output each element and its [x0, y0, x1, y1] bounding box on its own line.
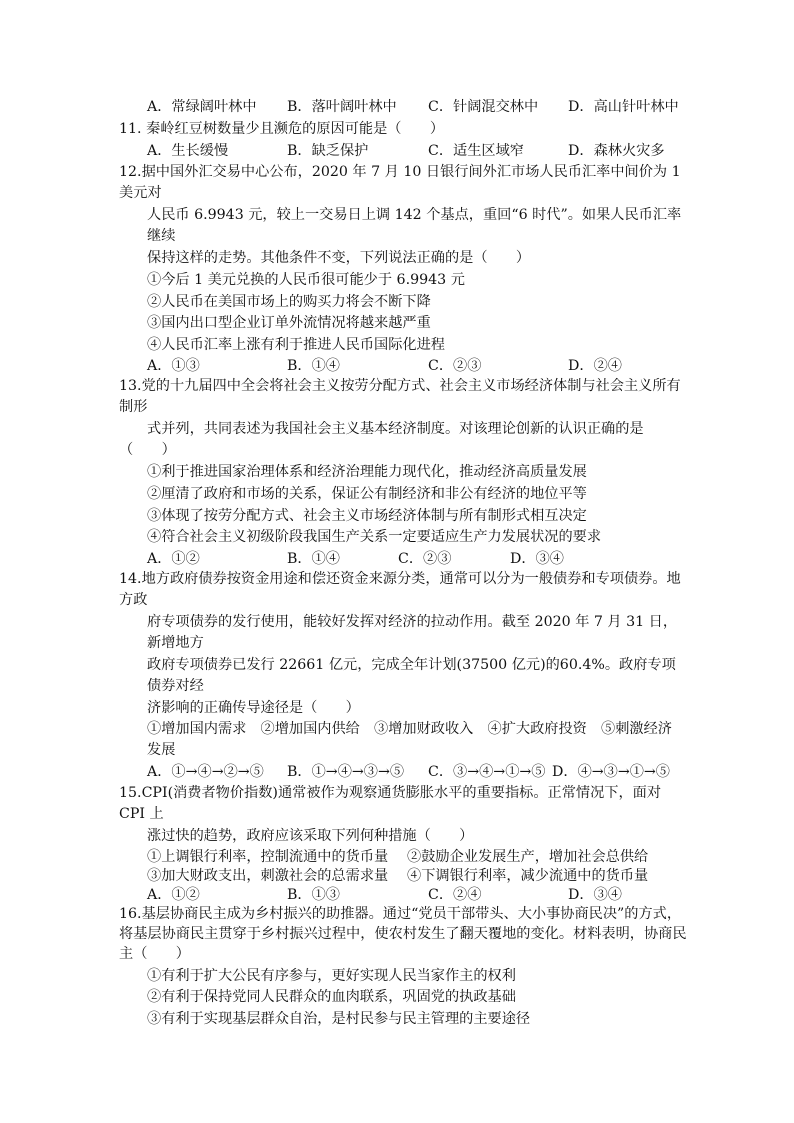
- question-stem-line-2: 涨过快的趋势，政府应该采取下列何种措施（ ）: [147, 828, 474, 844]
- option-d: D．④→③→①→⑤: [552, 764, 670, 780]
- question-stem-line-3: （ ）: [119, 442, 176, 458]
- question-stem-line-3: 政府专项债券已发行 22661 亿元，完成全年计划(37500 亿元)的60.4%。政府专项债券对经: [147, 657, 676, 694]
- statement-2: ②厘清了政府和市场的关系，保证公有制经济和非公有经济的地位平等: [147, 486, 587, 502]
- question-stem-line-2: 将基层协商民主贯穿于乡村振兴过程中，使农村发生了翻天覆地的变化。材料表明，协商民: [119, 926, 687, 942]
- option-d: D．②④: [568, 358, 622, 374]
- question-stem-line-2: 人民币 6.9943 元，较上一交易日上调 142 个基点，重回“6 时代”。如果人民币汇率继续: [147, 207, 682, 244]
- option-a: A．①②: [147, 551, 200, 567]
- option-a: A．生长缓慢: [147, 143, 229, 159]
- statement-4: ④符合社会主义初级阶段我国生产关系一定要适应生产力发展状况的要求: [147, 529, 602, 545]
- option-a: A．①③: [147, 358, 200, 374]
- option-c: C．②③: [428, 358, 482, 374]
- option-c: C．③→④→①→⑤: [428, 764, 546, 780]
- question-stem-line-3: 主（ ）: [119, 946, 190, 962]
- question-stem-line-4: 济影响的正确传导途径是（ ）: [147, 700, 360, 716]
- option-d: D．高山针叶林中: [568, 99, 679, 115]
- statement-2: ②有利于保持党同人民群众的血肉联系，巩固党的执政基础: [147, 989, 516, 1005]
- statement-3: ③体现了按劳分配方式、社会主义市场经济体制与所有制形式相互决定: [147, 508, 587, 524]
- statement-1: ①利于推进国家治理体系和经济治理能力现代化，推动经济高质量发展: [147, 464, 587, 480]
- statement-4: ④人民币汇率上涨有利于推进人民币国际化进程: [147, 337, 445, 353]
- statement-3: ③有利于实现基层群众自治，是村民参与民主管理的主要途径: [147, 1011, 531, 1027]
- option-c: C．适生区域窄: [428, 143, 524, 159]
- question-stem: 11. 秦岭红豆树数量少且濒危的原因可能是（ ）: [119, 121, 445, 137]
- option-a: A．①②: [147, 887, 200, 903]
- option-d: D．森林火灾多: [568, 143, 665, 159]
- option-d: D．③④: [510, 551, 564, 567]
- statement-3: ③加大财政支出，刺激社会的总需求量: [147, 868, 389, 884]
- statement-1: ①有利于扩大公民有序参与，更好实现人民当家作主的权利: [147, 968, 516, 984]
- option-c: C．②③: [398, 551, 452, 567]
- question-stem-line-1: 12.据中国外汇交易中心公布，2020 年 7 月 10 日银行间外汇市场人民币汇率中间价为 1 美元对: [119, 164, 681, 201]
- question-stem-line-2: 府专项债券的发行使用，能较好发挥对经济的拉动作用。截至 2020 年 7 月 31 日，新增地方: [147, 614, 678, 651]
- option-c: C．针阔混交林中: [428, 99, 539, 115]
- option-b: B．①④: [287, 358, 340, 374]
- option-c: C．②④: [428, 887, 482, 903]
- option-b: B．①③: [287, 887, 340, 903]
- statement-1: ①上调银行利率，控制流通中的货币量: [147, 849, 389, 865]
- question-stem-line-1: 15.CPI(消费者物价指数)通常被作为观察通货膨胀水平的重要指标。正常情况下，面对 CPI 上: [119, 785, 662, 822]
- statement-3: ③国内出口型企业订单外流情况将越来越严重: [147, 315, 431, 331]
- question-stem-line-2: 式并列，共同表述为我国社会主义基本经济制度。对该理论创新的认识正确的是: [147, 421, 644, 437]
- statement-4: ④下调银行利率，减少流通中的货币量: [407, 868, 649, 884]
- statement-1: ①今后 1 美元兑换的人民币很可能少于 6.9943 元: [147, 272, 465, 288]
- statement-2: ②人民币在美国市场上的购买力将会不断下降: [147, 294, 431, 310]
- question-stem-line-1: 14.地方政府债券按资金用途和偿还资金来源分类，通常可以分为一般债券和专项债券。地方政: [119, 571, 681, 608]
- option-b: B．①→④→③→⑤: [287, 764, 405, 780]
- question-stem-line-1: 16.基层协商民主成为乡村振兴的助推器。通过“党员干部带头、大小事协商民决”的方式，: [119, 906, 682, 922]
- option-b: B．落叶阔叶林中: [287, 99, 397, 115]
- option-a: A．①→④→②→⑤: [147, 764, 264, 780]
- option-d: D．③④: [568, 887, 622, 903]
- question-stem-line-1: 13.党的十九届四中全会将社会主义按劳分配方式、社会主义市场经济体制与社会主义所有制形: [119, 378, 681, 415]
- option-b: B．①④: [287, 551, 340, 567]
- statement-2: ②鼓励企业发展生产，增加社会总供给: [407, 849, 649, 865]
- statement-list: ①增加国内需求 ②增加国内供给 ③增加财政收入 ④扩大政府投资 ⑤刺激经济发展: [147, 721, 672, 758]
- question-stem-line-3: 保持这样的走势。其他条件不变，下列说法正确的是（ ）: [147, 250, 531, 266]
- option-b: B．缺乏保护: [287, 143, 369, 159]
- option-a: A．常绿阔叶林中: [147, 99, 257, 115]
